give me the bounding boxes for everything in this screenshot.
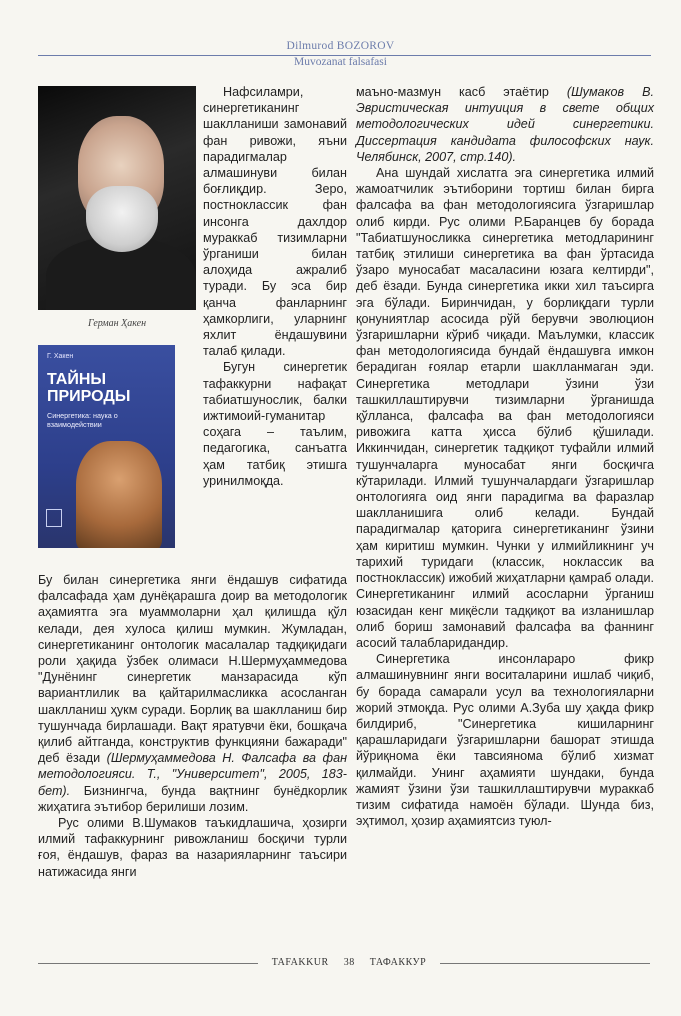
book-subtitle: Синергетика: наука о взаимодействии: [47, 411, 118, 429]
book-title-line2: ПРИРОДЫ: [47, 388, 131, 405]
citation: (Шумаков В. Эвристическая интуиция в свете общих методологических идей синергетики. Диссертация кандидата философских наук. Челябинск, 2007, стр.140).: [356, 85, 654, 164]
photo-caption: Герман Ҳакен: [87, 318, 147, 329]
paragraph-text: Бизнингча, бунда вақтнинг бунёдкорлик жиҳатига эътибор берилиши лозим.: [38, 783, 347, 814]
paragraph: Бугун синергетик тафаккурни нафақат табиатшунослик, балки ижтимоий-гуманитар соҳага – таълим, педагогика, санъатга ҳам татбиқ этишга уринилмоқда.: [203, 360, 347, 488]
book-cover-image: [38, 345, 175, 548]
book-title-line1: ТАЙНЫ: [47, 371, 107, 388]
paragraph: Нафсиламри, синергетиканинг шаклланиши замонавий фан ривожи, яъни парадигмалар алмашинуви билан боғлиқдир. Зеро, постнокласcик фан инсонга дахлдор мураккаб тизимларни ўрганиши билан алоҳида ажралиб туради. Бу эса бир қанча фанларнинг ҳамкорлиги, уларнинг яхлит ёндашувини талаб қилади.: [203, 85, 347, 359]
footer-rule-left: [38, 963, 258, 964]
header-author: Dilmurod BOZOROV: [286, 40, 395, 52]
paragraph-text: Бу билан синергетика янги ёндашув сифатида фалсафада ҳам дунёқарашга доир ва методологик аҳамиятга эга муаммоларни ҳал қилишда қўл келади, дея хулоса қилиш мумкин. Жумладан, синергетиканинг онтологик масалалар тадқиқидаги роли ҳақида ўзбек олимаси Н.Шермуҳаммедова "Дунёнинг синергетик манзарасида кўп вариантлилик ва қайтарилмасликка асосланган шаклланиш ҳукм суради. Борлиқ ва шаклланиш бир тушунчада бирлашади. Вақт яратувчи ёки, бошқача қилиб айтганда, конструктив функцияни бажаради" деб ёзади: [38, 573, 347, 766]
running-header: [0, 40, 681, 68]
book-title: [47, 371, 130, 405]
paragraph: [356, 84, 654, 165]
book-author: Г. Хакен: [47, 353, 74, 360]
footer-text: [262, 957, 436, 968]
footer-left-text: TAFAKKUR: [271, 957, 329, 968]
right-column-text: [356, 84, 654, 829]
paragraph: Рус олими В.Шумаков таъкидлашича, ҳозирги илмий тафаккурнинг ривожланиш босқичи турли ғоя, ёндашув, фараз ва назарияларнинг таъсири натижасида янги: [38, 816, 347, 879]
header-subtitle: Muvozanat falsafasi: [294, 56, 387, 68]
paragraph: Синергетика инсонлараро фикр алмашинувнинг янги воситаларини ишлаб чиқиб, бу борада самарали усул ва технологияларни жорий этмоқда. Рус олими А.Зуба шу ҳақда фикр билдириб, "Синергетика кишиларнинг қарашларидаги ўзгаришларни башорат этишда йўриқнома ёки тавсиянома бўлиб хизмат қилмайди. Унинг аҳамияти шундаки, бунда жамият ўзини ўзи ташкиллаштирувчи мураккаб тизим сифатида намоён бўлади. Шунда биз, эҳтимол, ҳозир аҳамиятсиз туюл-: [356, 652, 654, 829]
paragraph-text: маъно-мазмун касб этаётир: [356, 85, 549, 99]
page-number: 38: [343, 957, 355, 968]
left-column-wrap-text: [203, 84, 347, 489]
footer-rule-right: [440, 963, 650, 964]
portrait-photo: [38, 86, 196, 310]
publisher-logo-icon: [46, 509, 62, 527]
paragraph: Ана шундай хислатга эга синергетика илмий жамоатчилик эътиборини тортиш билан бирга фалсафа ва фан методологиясига ўзгаришлар олиб кирди. Рус олими Р.Баранцев бу борада "Табиатшуносликка синергетика методларининг татбиқ этилиши синергетика ва фан ўртасида ўзаро муносабат масаласини юзага келтирди", деб ёзади. Бунда синергетика икки хил таъсирга эга бўлади. Биринчидан, у борлиқдаги турли қонуниятлар асосида рўй берувчи эволюцион ўзгаришларни кўриб чиқади. Маълумки, классик фан методологиясида бундай ёндашувга имкон берадиган ғоялар етарли шаклланмаган эди. Синергетика методлари ўзини ўзи ташкиллаштирувчи тизимларни ўрганишда қўлланса, фалсафа ва фан методологияси ривожига катта ҳисса бўлиб қўшилади. Иккинчидан, синергетик тадқиқот туфайли илмий тушунчаларга муносабат янги босқичга кўтарилади. Илмий тушунчалардаги ўзгаришлар онтологияга оид янги парадигма ва фаразлар шаклланишига олиб келади. Бундай парадигмалар қаторига синергетиканинг ўзини ҳам киритиш мумкин. Чунки у илмийликнинг уч тарихий туридаги (классик, ноклассик ва постноклассик) ижобий жиҳатларни қамраб олади. Синергетиканинг илмий асосларни ўрганиш юзасидан кенг миқёсли тадқиқот ва изланишлар олиб бориш замонавий фалсафа ва фаннинг асосий талабларидандир.: [356, 166, 654, 650]
paragraph: [38, 572, 347, 815]
citation: (Шермуҳаммедова Н. Фалсафа ва фан методологияси. Т., "Университет", 2005, 183-бет).: [38, 751, 347, 798]
portrait-beard: [86, 186, 158, 252]
header-divider: [38, 55, 651, 56]
footer-right-text: ТАФАККУР: [369, 957, 427, 968]
left-column-text: [38, 572, 347, 880]
pharaoh-sculpture-image: [76, 441, 162, 548]
